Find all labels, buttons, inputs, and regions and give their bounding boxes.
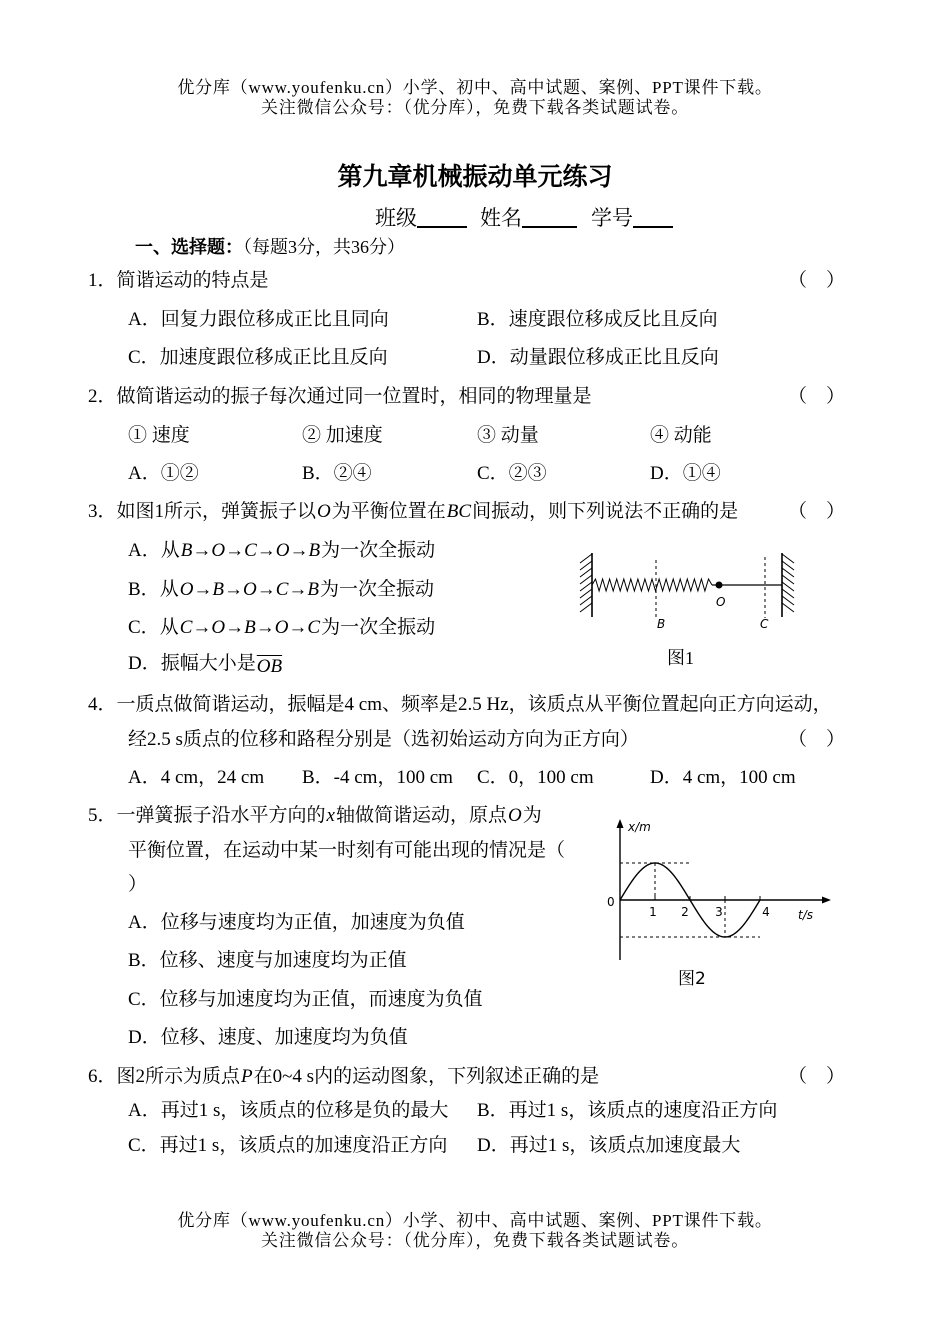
- question-5-option-d: D．位移、速度、加速度均为负值: [128, 1027, 408, 1048]
- question-5-option-c: C．位移与加速度均为正值，而速度为负值: [128, 989, 483, 1010]
- question-6-option-d: D．再过1 s，该质点加速度最大: [477, 1135, 741, 1156]
- question-3-option-b: [128, 578, 434, 602]
- y-axis-arrow: [617, 819, 624, 828]
- hatch-line: [782, 603, 794, 612]
- hatch-line: [580, 603, 592, 612]
- question-4-stem-line-1: 一质点做简谐运动，振幅是4 cm、频率是2.5 Hz，该质点从平衡位置起向正方向运动，: [116, 694, 832, 715]
- question-2-option-c: C．②③: [477, 463, 547, 484]
- footer-line-2: 关注微信公众号：（优分库），免费下载各类试题试卷。: [261, 1231, 689, 1250]
- section-title: 一、选择题：: [135, 237, 243, 257]
- figure-2-caption: 图2: [678, 969, 706, 989]
- y-axis-label: x/m: [628, 820, 651, 834]
- question-6-answer-bracket: （ ）: [788, 1066, 846, 1087]
- section-note: （每题3分，共36分）: [243, 237, 405, 257]
- class-label: 班级: [375, 206, 417, 230]
- question-4-option-b: B．-4 cm，100 cm: [302, 767, 453, 788]
- option-text: 为一次全振动: [321, 540, 436, 561]
- class-blank: [417, 206, 467, 228]
- question-2-stem: 做简谐运动的振子每次通过同一位置时，相同的物理量是: [116, 386, 592, 407]
- hatch-line: [782, 554, 794, 563]
- student-info-line: [375, 205, 673, 231]
- question-3-stem-part: 如图1所示，弹簧振子以: [116, 501, 317, 522]
- question-3: [88, 500, 738, 524]
- question-1-number: 1．: [88, 270, 117, 291]
- question-2-option-d: D．①④: [650, 463, 721, 484]
- question-1-stem: 简谐运动的特点是: [116, 270, 269, 291]
- option-label: B．: [128, 579, 160, 600]
- question-3-option-c: [128, 616, 435, 640]
- hatch-line: [580, 589, 592, 598]
- motion-path: O→B→O→C→B: [179, 579, 320, 600]
- question-2-item-2: ② 加速度: [302, 425, 383, 446]
- question-1-option-c: C．加速度跟位移成正比且反向: [128, 347, 388, 368]
- option-text: 振幅大小是: [160, 653, 256, 674]
- question-2-option-b: B．②④: [302, 463, 372, 484]
- question-2: [88, 385, 592, 409]
- question-3-answer-bracket: （ ）: [788, 501, 846, 522]
- tick-label-3: 3: [715, 905, 723, 919]
- hatch-line: [580, 596, 592, 605]
- question-5-stem-line-3: ）: [128, 874, 148, 895]
- question-1-option-a: A．回复力跟位移成正比且同向: [128, 309, 389, 330]
- hatch-line: [782, 561, 794, 570]
- hatch-line: [580, 554, 592, 563]
- student-id-label: 学号: [591, 206, 633, 230]
- question-4-answer-bracket: （ ）: [788, 729, 846, 750]
- question-6-stem-part: 图2所示为质点: [116, 1066, 241, 1087]
- origin-label: 0: [607, 895, 615, 909]
- question-2-option-a: A．①②: [128, 463, 199, 484]
- question-4-option-c: C．0，100 cm: [477, 767, 594, 788]
- question-6-option-a: A．再过1 s，该质点的位移是负的最大: [128, 1100, 449, 1121]
- tick-label-2: 2: [681, 905, 689, 919]
- question-6-option-c: C．再过1 s，该质点的加速度沿正方向: [128, 1135, 448, 1156]
- x-axis-label: t/s: [798, 908, 813, 922]
- hatch-line: [580, 575, 592, 584]
- question-4-option-a: A．4 cm，24 cm: [128, 767, 265, 788]
- question-4-option-d: D．4 cm，100 cm: [650, 767, 796, 788]
- option-text: 为一次全振动: [320, 579, 435, 600]
- question-1-option-b: B．速度跟位移成反比且反向: [477, 309, 718, 330]
- question-6-option-b: B．再过1 s，该质点的速度沿正方向: [477, 1100, 778, 1121]
- question-3-number: 3．: [88, 501, 117, 522]
- header-line-1: 优分库（www.youfenku.cn）小学、初中、高中试题、案例、PPT课件下载。: [177, 78, 773, 97]
- option-text: 为一次全振动: [321, 617, 436, 638]
- point-p-symbol: P: [241, 1066, 253, 1087]
- label-b: B: [657, 617, 666, 631]
- x-axis-symbol: x: [326, 805, 335, 826]
- question-6: [88, 1065, 599, 1089]
- motion-path: B→O→C→O→B: [180, 540, 321, 561]
- question-3-stem-part: 间振动，则下列说法不正确的是: [472, 501, 739, 522]
- left-wall-hatching: [580, 554, 592, 612]
- question-2-item-1: ① 速度: [128, 425, 190, 446]
- label-o: O: [716, 595, 726, 609]
- option-text: 从: [159, 579, 179, 600]
- question-1-answer-bracket: （ ）: [788, 270, 846, 291]
- right-wall-hatching: [782, 554, 794, 612]
- name-label: 姓名: [480, 206, 522, 230]
- option-label: C．: [128, 617, 160, 638]
- point-o-symbol: O: [317, 501, 331, 522]
- oscillator-ball: [716, 582, 723, 589]
- figure-2-graph: [600, 812, 836, 992]
- tick-label-4: 4: [762, 905, 770, 919]
- question-6-number: 6．: [88, 1066, 117, 1087]
- question-2-answer-bracket: （ ）: [788, 386, 846, 407]
- origin-o-symbol: O: [507, 805, 522, 826]
- hatch-line: [782, 582, 794, 591]
- question-1-option-d: D．动量跟位移成正比且反向: [477, 347, 719, 368]
- question-5: [88, 804, 542, 828]
- name-blank: [522, 206, 577, 228]
- label-c: C: [760, 617, 769, 631]
- question-3-option-a: [128, 539, 435, 563]
- spring: [592, 579, 712, 591]
- x-axis-arrow: [822, 897, 831, 904]
- segment-ob-overline: $\overline{OB}$: [256, 656, 283, 677]
- question-5-stem-part: 为: [522, 805, 542, 826]
- question-3-option-d: [128, 652, 283, 676]
- hatch-line: [580, 568, 592, 577]
- footer-line-1: 优分库（www.youfenku.cn）小学、初中、高中试题、案例、PPT课件下载。: [177, 1211, 773, 1230]
- question-4-stem-line-2: 经2.5 s质点的位移和路程分别是（选初始运动方向为正方向）: [128, 729, 639, 750]
- hatch-line: [580, 561, 592, 570]
- question-5-stem-part: 一弹簧振子沿水平方向的: [116, 805, 326, 826]
- question-1: [88, 269, 269, 293]
- section-heading: [135, 235, 405, 259]
- header-line-2: 关注微信公众号：（优分库），免费下载各类试题试卷。: [261, 98, 689, 117]
- question-2-item-4: ④ 动能: [650, 425, 712, 446]
- question-5-option-b: B．位移、速度与加速度均为正值: [128, 950, 407, 971]
- tick-label-1: 1: [649, 905, 657, 919]
- option-label: A．: [128, 540, 161, 561]
- question-6-stem-part: 在0~4 s内的运动图象，下列叙述正确的是: [253, 1066, 600, 1087]
- option-text: 从: [160, 540, 180, 561]
- hatch-line: [782, 596, 794, 605]
- question-3-stem-part: 为平衡位置在: [331, 501, 446, 522]
- figure-1-spring-oscillator: [570, 548, 810, 634]
- question-2-number: 2．: [88, 386, 117, 407]
- question-5-stem-line-2: 平衡位置，在运动中某一时刻有可能出现的情况是（: [128, 840, 566, 861]
- hatch-line: [782, 575, 794, 584]
- option-text: 从: [159, 617, 179, 638]
- segment-bc-symbol: BC: [446, 501, 472, 522]
- figure-1-caption: 图1: [667, 648, 694, 668]
- page-title: 第九章机械振动单元练习: [337, 164, 613, 191]
- hatch-line: [782, 568, 794, 577]
- question-5-option-a: A．位移与速度均为正值，加速度为负值: [128, 912, 465, 933]
- question-2-item-3: ③ 动量: [477, 425, 539, 446]
- question-4: [88, 693, 832, 717]
- hatch-line: [782, 589, 794, 598]
- hatch-line: [580, 582, 592, 591]
- motion-path: C→O→B→O→C: [179, 617, 321, 638]
- question-5-stem-part: 轴做简谐运动，原点: [335, 805, 507, 826]
- student-id-blank: [633, 206, 673, 228]
- option-label: D．: [128, 653, 161, 674]
- question-5-number: 5．: [88, 805, 117, 826]
- question-4-number: 4．: [88, 694, 117, 715]
